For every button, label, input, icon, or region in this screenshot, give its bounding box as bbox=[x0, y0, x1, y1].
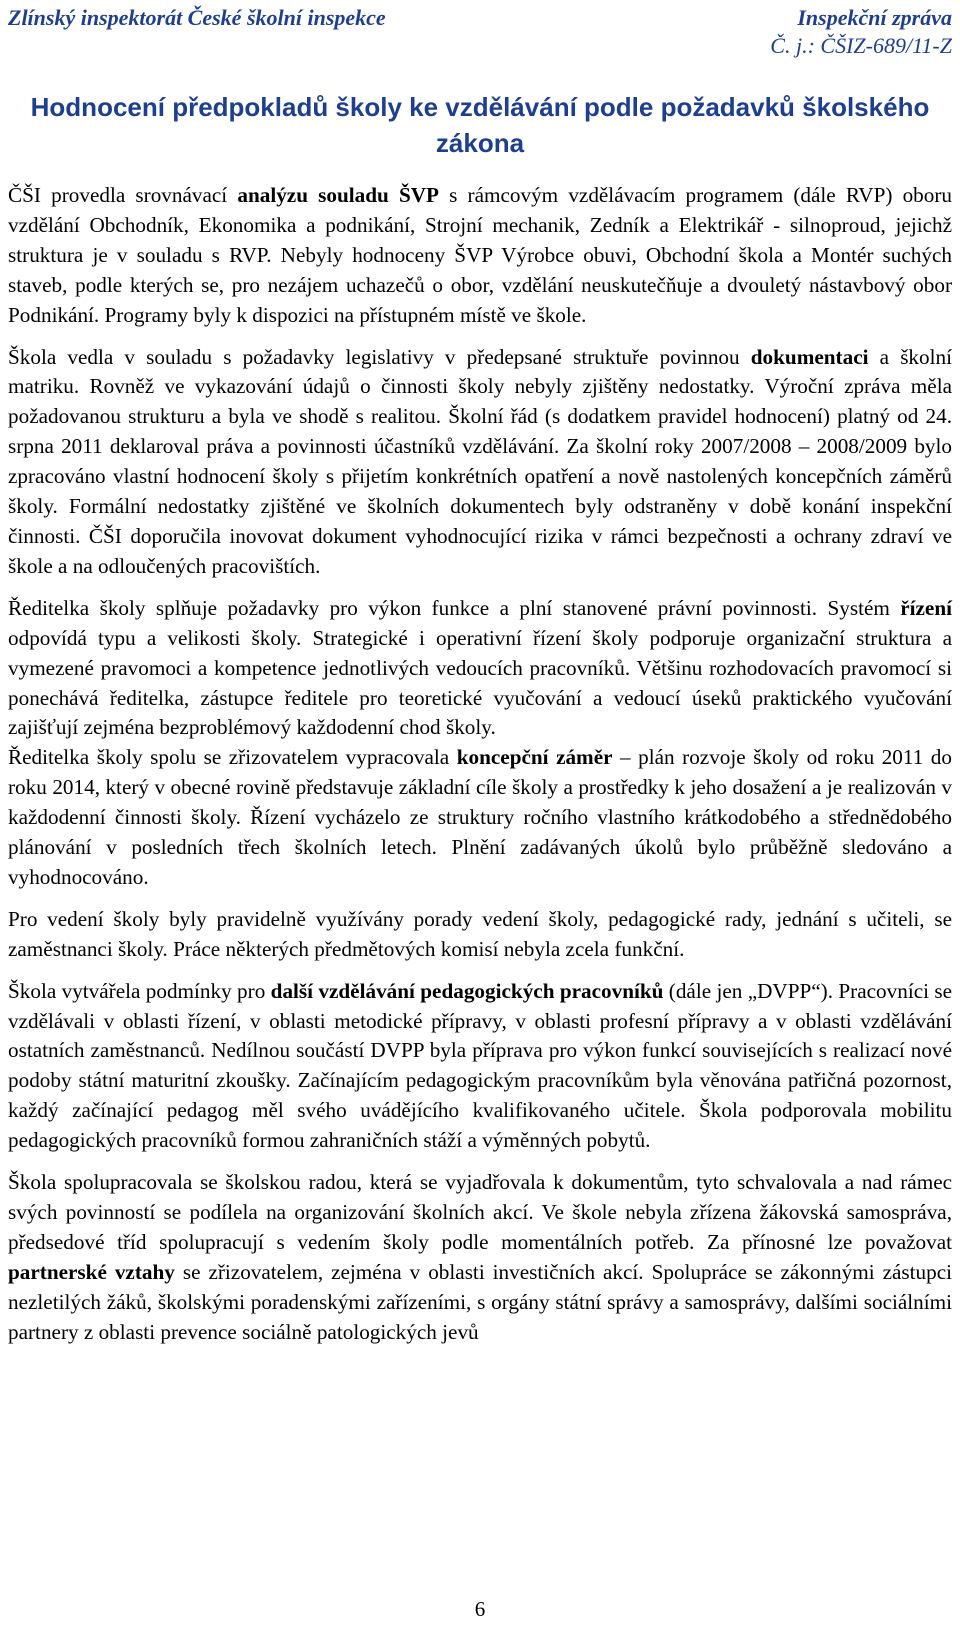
document-body bbox=[8, 181, 952, 1348]
paragraph-text: Pro vedení školy byly pravidelně využívány porady vedení školy, pedagogické rady, jednání s učiteli, se zaměstnanci školy. Práce některých předmětových komisí nebyla zcela funkční. bbox=[8, 906, 952, 961]
header-document-type: Inspekční zpráva bbox=[797, 5, 952, 30]
paragraph-meetings bbox=[8, 905, 952, 965]
paragraph-emphasis: řízení bbox=[900, 595, 952, 620]
header-right bbox=[770, 4, 952, 60]
paragraph-dvpp bbox=[8, 977, 952, 1156]
paragraph-text: – plán rozvoje školy od roku 2011 do roku 2014, který v obecné rovině představuje základní cíle školy a prostředky k jeho dosažení a je realizován v každodenní činnosti školy. Řízení vycházelo ze struktury ročního vlastního krátkodobého a střednědobého plánování v posledních třech školních letech. Plnění zadávaných úkolů bylo průběžně sledováno a vyhodnocováno. bbox=[8, 745, 952, 889]
page-number: 6 bbox=[474, 1597, 486, 1621]
paragraph-concept-plan bbox=[8, 743, 952, 893]
paragraph-partnerships bbox=[8, 1168, 952, 1347]
section-title: Hodnocení předpokladů školy ke vzdělávání podle požadavků školského zákona bbox=[30, 92, 930, 158]
paragraph-text: (dále jen „DVPP“). Pracovníci se vzdělávali v oblasti řízení, v oblasti metodické přípravy, v oblasti profesní přípravy a v oblasti vzdělávání ostatních zaměstnanců. Nedílnou součástí DVPP byla příprava pro výkon funkcí souvisejících s realizací nové podoby státní maturitní zkoušky. Začínajícím pedagogickým pracovníkům byla věnována patřičná pozornost, každý začínající pedagog měl svého uvádějícího kvalifikovaného učitele. Škola podporovala mobilitu pedagogických pracovníků formou zahraničních stáží a výměnných pobytů. bbox=[8, 978, 952, 1153]
paragraph-text: Škola spolupracovala se školskou radou, která se vyjadřovala k dokumentům, tyto schvalovala a nad rámec svých povinností se podílela na organizování školních akcí. Ve škole nebyla zřízena žákovská samospráva, předsedové tříd spolupracují s vedením školy podle momentálních potřeb. Za přínosné lze považovat bbox=[8, 1170, 952, 1254]
paragraph-text: ČŠI provedla srovnávací bbox=[8, 183, 238, 207]
paragraph-emphasis: analýzu souladu ŠVP bbox=[237, 183, 439, 207]
paragraph-text: a školní matriku. Rovněž ve vykazování údajů o činnosti školy nebyly zjištěny nedostatky. Výroční zpráva měla požadovanou strukturu a byla ve shodě s realitou. Školní řád (s dodatkem pravidel hodnocení) platný od 24. srpna 2011 deklaroval práva a povinnosti účastníků vzdělávání. Za školní roky 2007/2008 – 2008/2009 bylo zpracováno vlastní hodnocení školy s přijetím konkrétních opatření a nově nastolených koncepčních záměrů školy. Formální nedostatky zjištěné ve školních dokumentech byly odstraněny v době konání inspekční činnosti. ČŠI doporučila inovovat dokument vyhodnocující rizika v rámci bezpečnosti a ochrany zdraví ve škole a na odloučených pracovištích. bbox=[8, 344, 952, 578]
paragraph-emphasis: další vzdělávání pedagogických pracovníků bbox=[270, 978, 664, 1003]
paragraph-text: Škola vedla v souladu s požadavky legislativy v předepsané struktuře povinnou bbox=[8, 344, 751, 369]
paragraph-text: s rámcovým vzdělávacím programem (dále RVP) oboru vzdělání Obchodník, Ekonomika a podnikání, Strojní mechanik, Zedník a Elektrikář - silnoproud, jejichž struktura je v souladu s RVP. Nebyly hodnoceny ŠVP Výrobce obuvi, Obchodní škola a Montér suchých staveb, podle kterých se, pro nezájem uchazečů o obor, vzdělání neuskutečňuje a dvouletý nástavbový obor Podnikání. Programy byly k dispozici na přístupném místě ve škole. bbox=[8, 183, 953, 327]
paragraph-management bbox=[8, 594, 952, 744]
paragraph-svp-analysis bbox=[8, 181, 952, 331]
header-reference-number: Č. j.: ČŠIZ-689/11-Z bbox=[770, 33, 952, 58]
header-organization: Zlínský inspektorát České školní inspekce bbox=[8, 5, 386, 30]
paragraph-text: se zřizovatelem, zejména v oblasti investičních akcí. Spolupráce se zákonnými zástupci nezletilých žáků, školskými poradenskými zařízeními, s orgány státní správy a samosprávy, dalšími sociálními partnery z oblasti prevence sociálně patologických jevů bbox=[8, 1259, 952, 1344]
paragraph-documentation bbox=[8, 343, 952, 582]
paragraph-text: odpovídá typu a velikosti školy. Strategické i operativní řízení školy podporuje organizační struktura a vymezené pravomoci a kompetence jednotlivých vedoucích pracovníků. Většinu rozhodovacích pravomocí si ponechává ředitelka, zástupce ředitele pro teoretické vyučování a vedoucí úseků praktického vyučování zajišťují zejména bezproblémový každodenní chod školy. bbox=[8, 625, 952, 740]
paragraph-text: Ředitelka školy splňuje požadavky pro výkon funkce a plní stanovené právní povinnosti. Systém bbox=[8, 595, 901, 620]
paragraph-emphasis: koncepční záměr bbox=[456, 745, 613, 770]
paragraph-emphasis: dokumentaci bbox=[750, 344, 869, 369]
page-header bbox=[8, 0, 952, 62]
paragraph-text: Ředitelka školy spolu se zřizovatelem vypracovala bbox=[8, 745, 457, 770]
paragraph-emphasis: partnerské vztahy bbox=[8, 1259, 175, 1284]
paragraph-text: Škola vytvářela podmínky pro bbox=[8, 978, 271, 1003]
